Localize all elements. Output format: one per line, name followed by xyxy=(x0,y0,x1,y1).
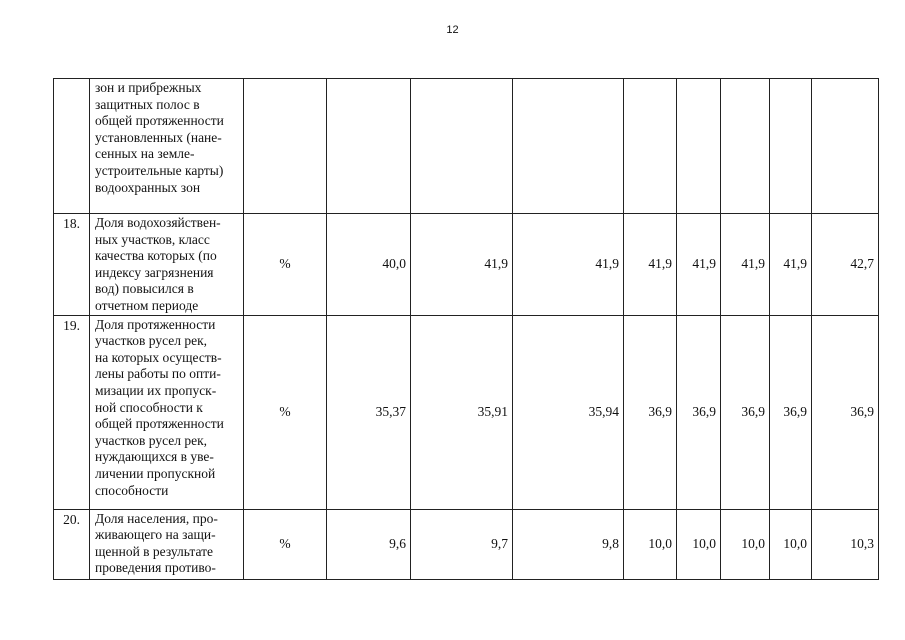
value-cell: 35,37 xyxy=(327,315,411,509)
description-line: проведения противо- xyxy=(95,560,216,576)
row-number: 18. xyxy=(54,214,90,316)
row-number: 20. xyxy=(54,509,90,579)
value-cell: 41,9 xyxy=(624,214,677,316)
value-cell: 41,9 xyxy=(513,214,624,316)
value-cell: 36,9 xyxy=(677,315,721,509)
table-row xyxy=(54,214,879,316)
description-line: водоохранных зон xyxy=(95,179,201,195)
value-cell: 10,0 xyxy=(677,509,721,579)
indicators-table xyxy=(53,78,879,580)
value-cell xyxy=(327,79,411,214)
description-line: живающего на защи- xyxy=(95,527,216,543)
description-line: Доля протяженности xyxy=(95,316,216,332)
value-cell: 9,6 xyxy=(327,509,411,579)
value-cell: 36,9 xyxy=(624,315,677,509)
value-cell: 41,9 xyxy=(770,214,812,316)
description-line: способности xyxy=(95,482,169,498)
value-cell: 9,7 xyxy=(411,509,513,579)
value-cell xyxy=(411,79,513,214)
description-line: щенной в результате xyxy=(95,543,214,559)
unit-cell: % xyxy=(244,315,327,509)
indicator-description xyxy=(90,315,244,509)
unit-cell: % xyxy=(244,214,327,316)
table-row xyxy=(54,509,879,579)
page-number: 12 xyxy=(446,24,459,36)
value-cell: 10,0 xyxy=(624,509,677,579)
indicator-description xyxy=(90,79,244,214)
value-cell: 41,9 xyxy=(721,214,770,316)
value-cell: 35,94 xyxy=(513,315,624,509)
value-cell xyxy=(513,79,624,214)
row-number: 19. xyxy=(54,315,90,509)
unit-cell xyxy=(244,79,327,214)
table-row xyxy=(54,79,879,214)
value-cell: 10,3 xyxy=(812,509,879,579)
indicator-description xyxy=(90,214,244,316)
value-cell: 40,0 xyxy=(327,214,411,316)
table-body xyxy=(54,79,879,580)
description-line: зон и прибрежных xyxy=(95,80,202,95)
value-cell: 42,7 xyxy=(812,214,879,316)
value-cell: 36,9 xyxy=(812,315,879,509)
unit-cell: % xyxy=(244,509,327,579)
value-cell: 35,91 xyxy=(411,315,513,509)
description-line: мизации их пропуск- xyxy=(95,382,217,398)
description-line: лены работы по опти- xyxy=(95,366,221,382)
value-cell: 36,9 xyxy=(721,315,770,509)
description-line: индексу загрязнения xyxy=(95,264,214,280)
value-cell: 10,0 xyxy=(721,509,770,579)
table-row xyxy=(54,315,879,509)
description-line: общей протяженности xyxy=(95,113,224,129)
value-cell: 10,0 xyxy=(770,509,812,579)
description-line: устроительные карты) xyxy=(95,162,224,178)
indicator-description xyxy=(90,509,244,579)
description-line: отчетном периоде xyxy=(95,297,199,313)
value-cell: 36,9 xyxy=(770,315,812,509)
description-line: Доля водохозяйствен- xyxy=(95,215,221,230)
value-cell: 41,9 xyxy=(677,214,721,316)
description-line: качества которых (по xyxy=(95,248,217,264)
row-number xyxy=(54,79,90,214)
description-line: общей протяженности xyxy=(95,416,224,432)
description-line: ной способности к xyxy=(95,399,203,415)
value-cell: 41,9 xyxy=(411,214,513,316)
description-line: личении пропускной xyxy=(95,465,216,481)
value-cell xyxy=(721,79,770,214)
description-line: вод) повысился в xyxy=(95,281,194,297)
description-line: защитных полос в xyxy=(95,96,200,112)
value-cell xyxy=(770,79,812,214)
description-line: Доля населения, про- xyxy=(95,510,218,526)
description-line: ных участков, класс xyxy=(95,231,210,247)
value-cell xyxy=(812,79,879,214)
description-line: нуждающихся в уве- xyxy=(95,449,214,465)
value-cell xyxy=(624,79,677,214)
description-line: сенных на земле- xyxy=(95,146,195,162)
value-cell xyxy=(677,79,721,214)
description-line: участков русел рек, xyxy=(95,333,208,349)
description-line: установленных (нане- xyxy=(95,129,222,145)
description-line: на которых осуществ- xyxy=(95,349,222,365)
description-line: участков русел рек, xyxy=(95,432,208,448)
value-cell: 9,8 xyxy=(513,509,624,579)
